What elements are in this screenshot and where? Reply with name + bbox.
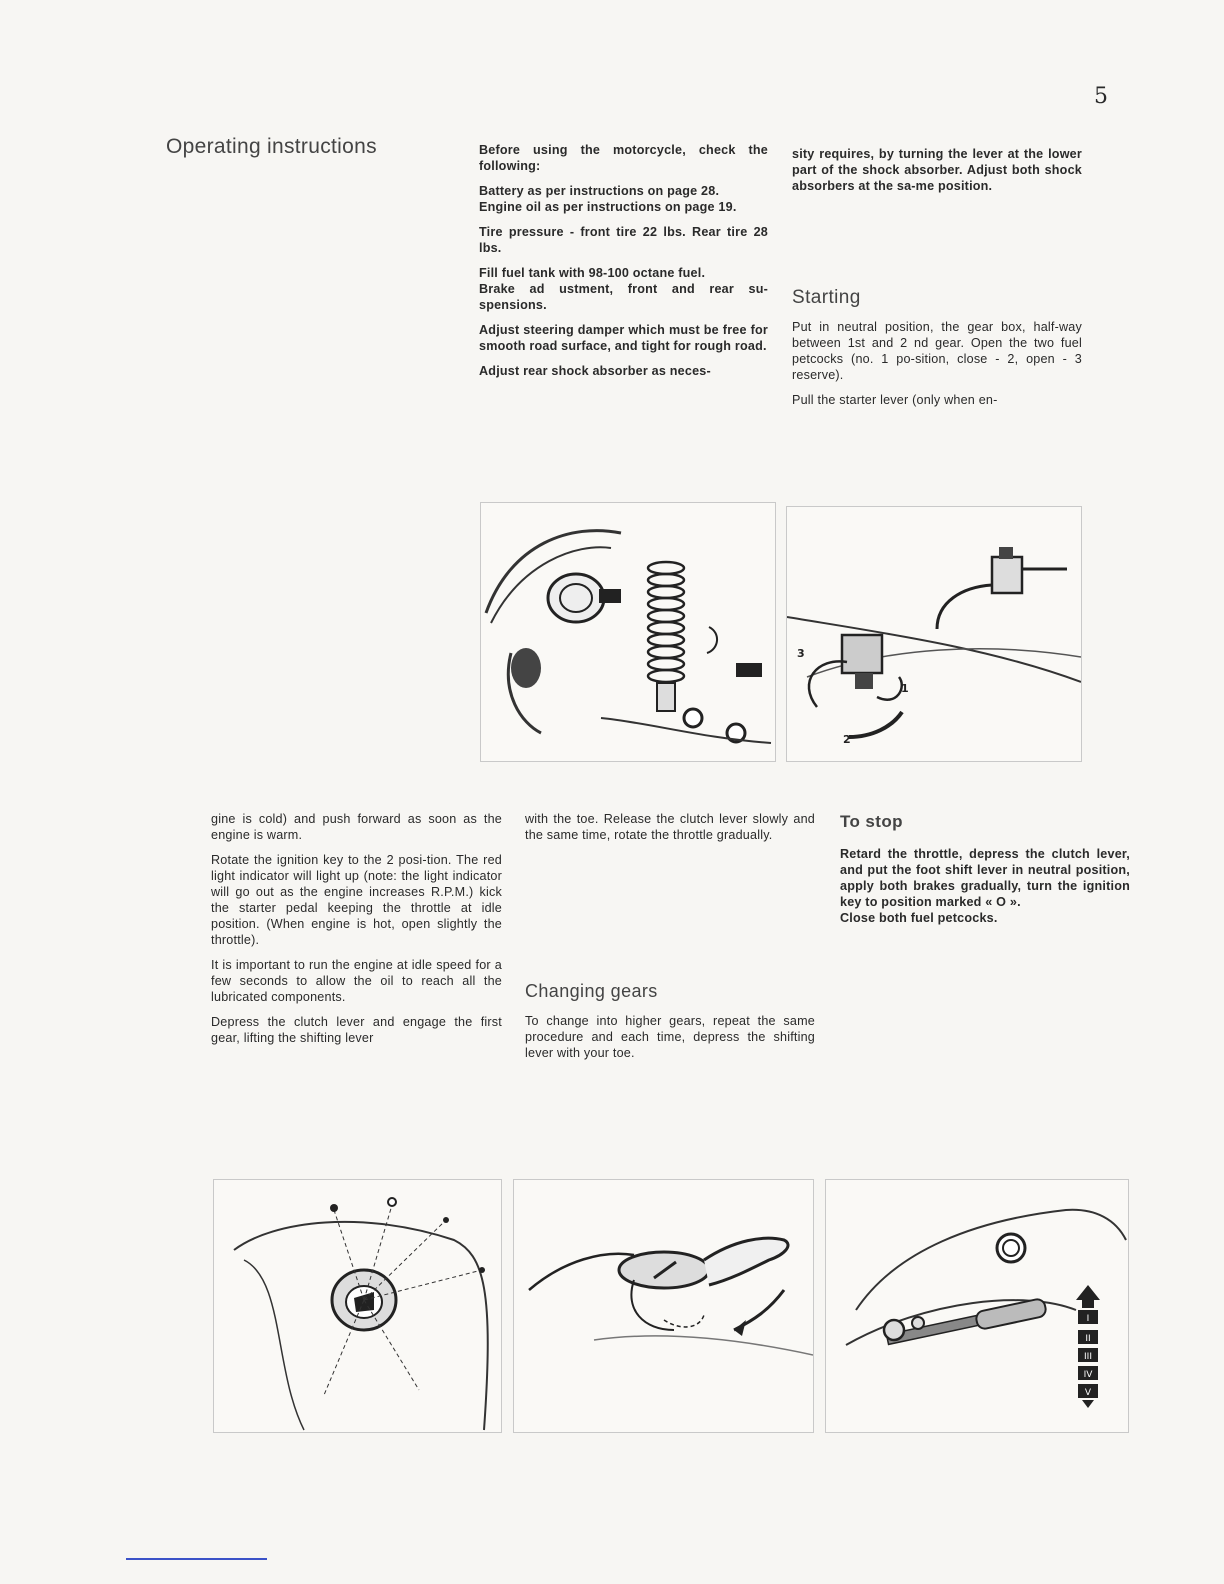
gear-shift-illustration [826,1180,1128,1432]
gear-label-1: I [1086,1314,1090,1324]
to-stop-heading: To stop [840,812,903,831]
idle-text: It is important to run the engine at idle speed for a few seconds to allow the oil to reach all the lubricated components. [211,958,502,1004]
tire-pressure-text: Tire pressure - front tire 22 lbs. Rear tire 28 lbs. [479,225,768,255]
fuel-petcock-illustration [787,507,1081,761]
gear-label-3: III [1084,1352,1092,1362]
starter-continued-text: gine is cold) and push forward as soon as the engine is warm. [211,812,502,842]
footer-rule [126,1558,267,1560]
clutch-lever-illustration [514,1180,813,1432]
clutch-text: Depress the clutch lever and engage the first gear, lifting the shifting lever [211,1015,502,1045]
release-clutch-text: with the toe. Release the clutch lever slowly and the same time, rotate the throttle gradually. [525,812,815,842]
figure-clutch-lever [513,1179,814,1433]
engine-oil-text: Engine oil as per instructions on page 19. [479,200,737,214]
steering-damper-text: Adjust steering damper which must be free for smooth road surface, and tight for rough road. [479,323,768,353]
gear-label-2: II [1085,1334,1091,1344]
ignition-text: Rotate the ignition key to the 2 posi-tion. The red light indicator will light up (note: the light indicator will go out as the engine increases R.P.M.) kick the starter pedal keeping the throttle at idle position. (When engine is hot, open slightly the throttle). [211,853,502,947]
figure-gear-shift [825,1179,1129,1433]
close-petcocks-text: Close both fuel petcocks. [840,911,998,925]
shock-absorber-text: Adjust rear shock absorber as neces- [479,364,711,378]
battery-text: Battery as per instructions on page 28. [479,184,720,198]
gear-label-4: IV [1083,1370,1093,1380]
figure-ignition-key [213,1179,502,1433]
fuel-text: Fill fuel tank with 98-100 octane fuel. [479,266,706,280]
intro-text: Before using the motorcycle, check the following: [479,143,768,173]
shock-absorber-illustration [481,503,775,761]
starting-text [792,319,1082,417]
petcock-label-1: 1 [901,682,909,695]
top-column-1 [479,142,768,388]
gear-label-5: V [1084,1388,1092,1398]
changing-gears-text: To change into higher gears, repeat the same procedure and each time, depress the shifting lever with your toe. [525,1014,815,1060]
page-title: Operating instructions [166,135,377,158]
starting-p1: Put in neutral position, the gear box, half-way between 1st and 2 nd gear. Open the two fuel petcocks (no. 1 po-sition, close - 2, open - 3 reserve). [792,320,1082,382]
bottom-column-3 [840,846,1130,935]
starting-p2: Pull the starter lever (only when en- [792,393,998,407]
page-number: 5 [1094,84,1108,109]
changing-gears-heading: Changing gears [525,981,658,1001]
figure-shock-absorber [480,502,776,762]
petcock-label-3: 3 [797,647,805,660]
ignition-key-illustration [214,1180,501,1432]
shock-absorber-continued: sity requires, by turning the lever at the lower part of the shock absorber. Adjust both shock absorbers at the sa-me position. [792,147,1082,193]
bottom-column-2-top [525,811,815,852]
to-stop-text: Retard the throttle, depress the clutch lever, and put the foot shift lever in neutral position, apply both brakes gradually, turn the ignition key to position marked « O ». [840,847,1130,909]
starting-heading: Starting [792,287,861,308]
brake-text: Brake ad ustment, front and rear su-spensions. [479,282,768,312]
bottom-column-1 [211,811,502,1055]
top-column-2 [792,146,1082,203]
bottom-column-2-bottom [525,1013,815,1070]
figure-fuel-petcock [786,506,1082,762]
petcock-label-2: 2 [843,733,851,746]
